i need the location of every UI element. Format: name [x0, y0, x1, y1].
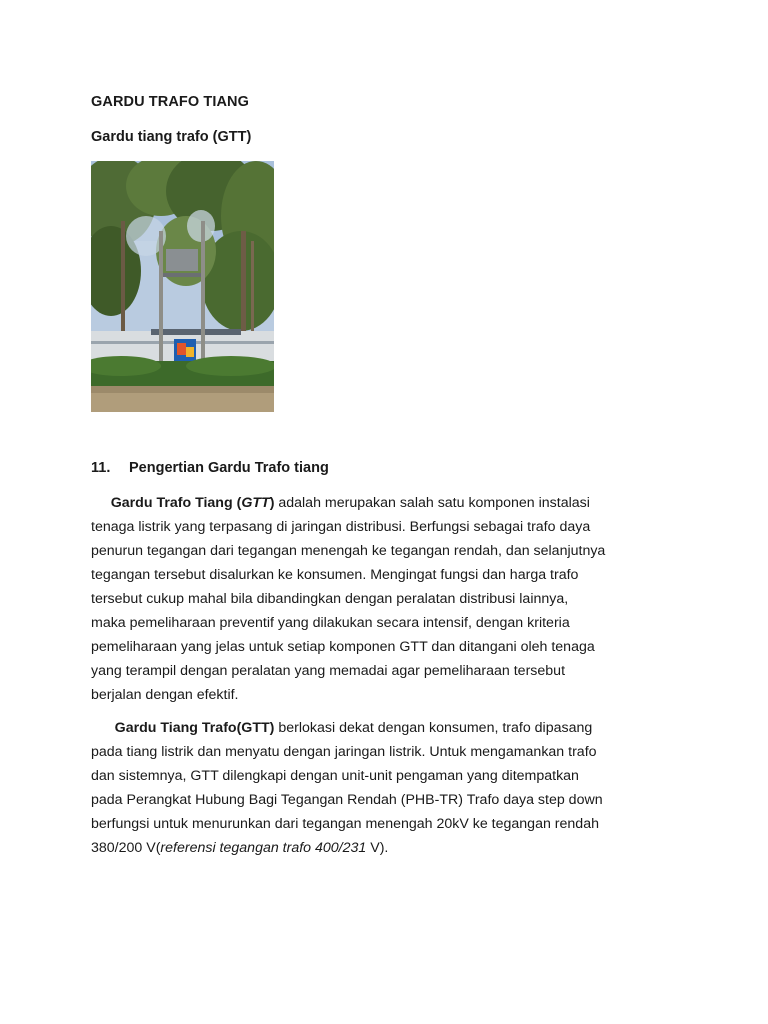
paragraph-1-lead-italic: GTT [241, 495, 270, 511]
paragraph-2-line: pada Perangkat Hubung Bagi Tegangan Rendah (PHB-TR) Trafo daya step down [91, 792, 603, 808]
paragraph-1-line: tenaga listrik yang terpasang di jaringan distribusi. Berfungsi sebagai trafo daya [91, 519, 591, 535]
paragraph-1-line: yang terampil dengan peralatan yang memadai agar pemeliharaan tersebut [91, 663, 566, 679]
document-subtitle: Gardu tiang trafo (GTT) [91, 129, 252, 145]
section-heading [91, 460, 329, 476]
paragraph-1-line: tegangan tersebut disalurkan ke konsumen. Mengingat fungsi dan harga trafo [91, 567, 579, 583]
paragraph-2 [91, 716, 691, 860]
paragraph-2-line: pada tiang listrik dan menyatu dengan jaringan listrik. Untuk mengamankan trafo [91, 744, 597, 760]
paragraph-1-lead-close: ) [269, 495, 275, 511]
paragraph-2-last-start: 380/200 V( [91, 840, 161, 856]
paragraph-1-line [91, 491, 691, 515]
paragraph-2-line [91, 716, 691, 740]
paragraph-1-line: penurun tegangan dari tegangan menengah ke tegangan rendah, dan selanjutnya [91, 543, 606, 559]
section-heading-text: Pengertian Gardu Trafo tiang [129, 460, 329, 476]
paragraph-1-line: tersebut cukup mahal bila dibandingkan dengan peralatan distribusi lainnya, [91, 591, 569, 607]
paragraph-2-last-end: V). [366, 840, 389, 856]
document-title: GARDU TRAFO TIANG [91, 94, 249, 110]
paragraph-2-lead: Gardu Tiang Trafo(GTT) [114, 720, 275, 736]
paragraph-2-last-line [91, 836, 691, 860]
gtt-photo [91, 161, 274, 412]
paragraph-1-lead: Gardu Trafo Tiang ( [110, 495, 242, 511]
paragraph-1-line: maka pemeliharaan preventif yang dilakukan secara intensif, dengan kriteria [91, 615, 570, 631]
paragraph-1-line: berjalan dengan efektif. [91, 687, 239, 703]
paragraph-2-line-1-rest: berlokasi dekat dengan konsumen, trafo dipasang [274, 720, 593, 736]
paragraph-1-line: pemeliharaan yang jelas untuk setiap komponen GTT dan ditangani oleh tenaga [91, 639, 595, 655]
paragraph-2-last-italic: referensi tegangan trafo 400/231 [160, 840, 367, 856]
paragraph-1 [91, 491, 691, 707]
section-number: 11. [91, 460, 111, 476]
paragraph-2-line: berfungsi untuk menurunkan dari tegangan menengah 20kV ke tegangan rendah [91, 816, 599, 832]
paragraph-1-line-1-rest: adalah merupakan salah satu komponen instalasi [274, 495, 590, 511]
paragraph-2-line: dan sistemnya, GTT dilengkapi dengan unit-unit pengaman yang ditempatkan [91, 768, 579, 784]
